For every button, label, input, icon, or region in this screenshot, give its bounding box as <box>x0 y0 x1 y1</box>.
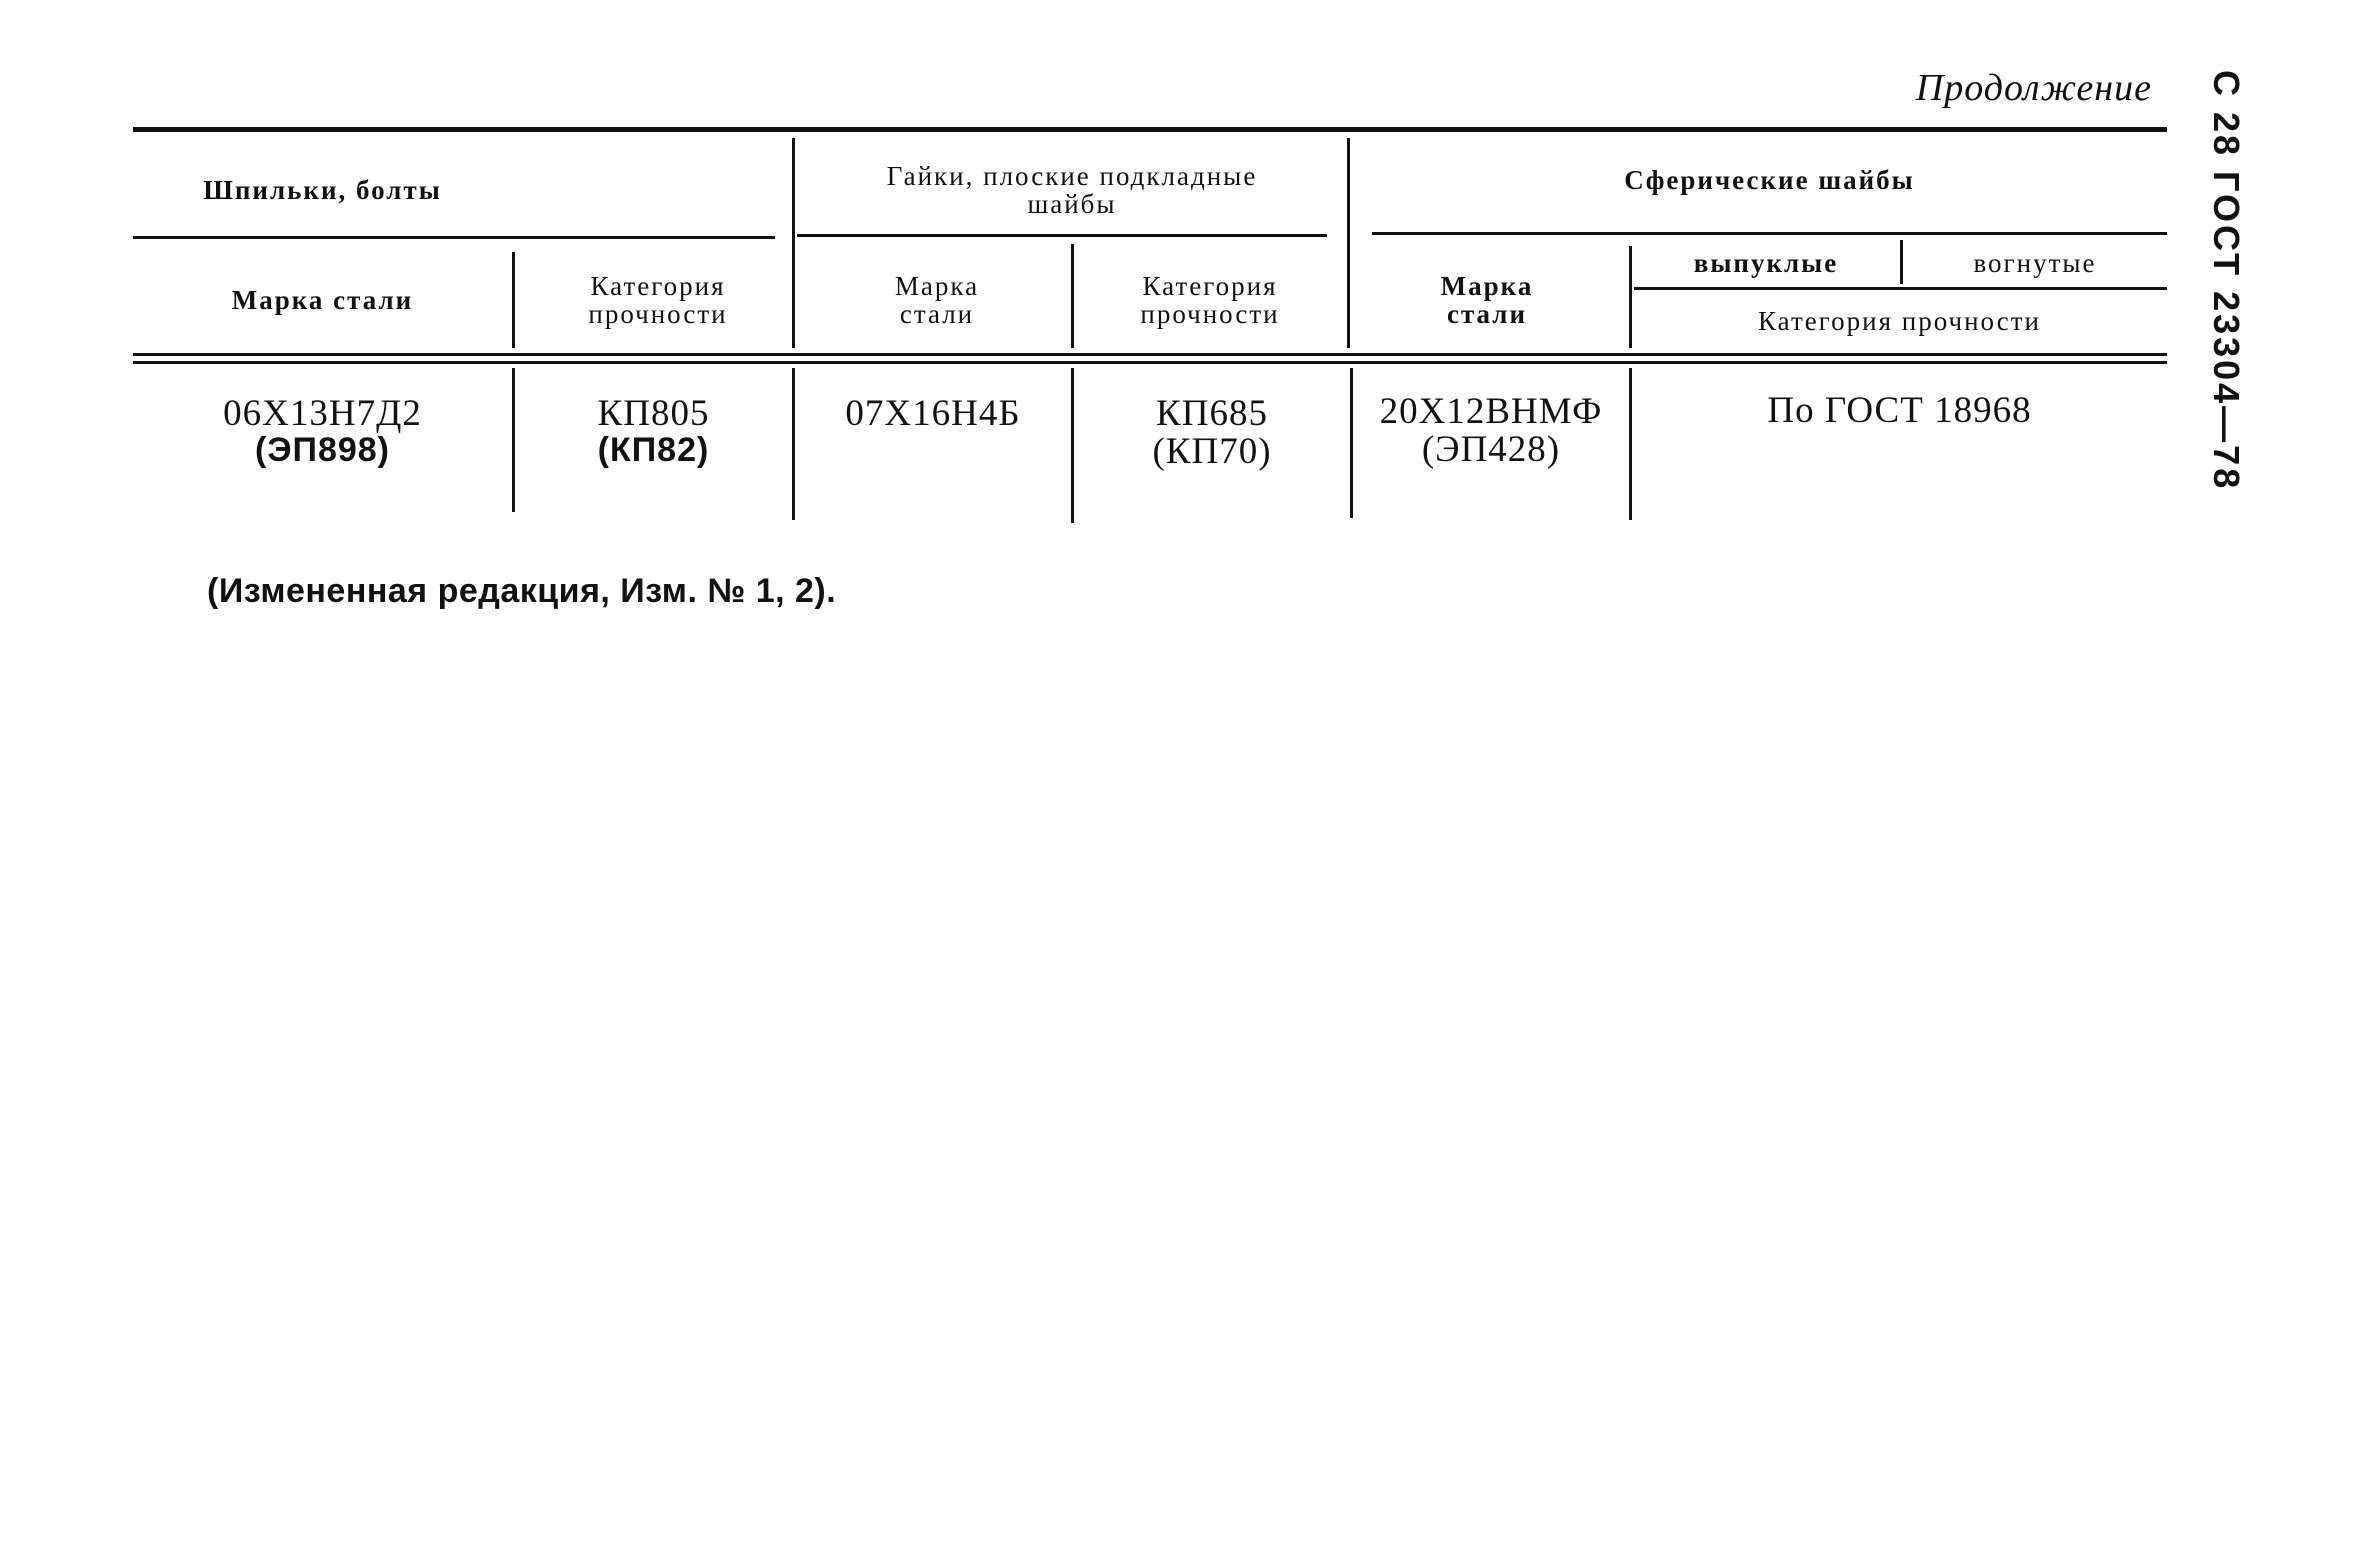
table-top-rule <box>133 127 2167 132</box>
header-spherical-grade: Марка стали <box>1440 270 1534 329</box>
bolts-category-value: КП805 <box>597 393 710 434</box>
header-spherical: Сферические шайбы <box>1624 164 1915 195</box>
header-concave: вогнутые <box>1973 247 2097 278</box>
bolts-category-alt-value: (КП82) <box>597 430 710 469</box>
cell-bolts-category <box>515 395 792 467</box>
column-divider-2 <box>792 138 795 348</box>
nuts-category-alt-value: (КП70) <box>1152 430 1272 472</box>
bolts-grade-value: 06Х13Н7Д2 <box>223 393 422 434</box>
header-nuts-grade: Марка стали <box>894 270 980 329</box>
header-bolts: Шпильки, болты <box>203 174 442 205</box>
group-header-rule-bolts <box>133 236 775 239</box>
header-nuts: Гайки, плоские подкладные шайбы <box>886 160 1258 219</box>
subgroup-rule-washers <box>1634 287 2167 290</box>
cell-nuts-grade <box>795 395 1071 433</box>
header-spherical-category: Категория прочности <box>1758 305 2041 336</box>
header-convex: выпуклые <box>1693 247 1839 278</box>
header-bottom-rule-1 <box>133 353 2167 356</box>
nuts-category-value: КП685 <box>1156 393 1268 434</box>
group-header-rule-nuts <box>797 234 1327 237</box>
header-bolts-category: Категория прочности <box>588 270 728 329</box>
spherical-grade-alt-value: (ЭП428) <box>1421 428 1561 470</box>
spherical-grade-value: 20Х12ВНМФ <box>1379 391 1603 432</box>
nuts-grade-value: 07Х16Н4Б <box>845 393 1021 434</box>
cell-spherical-category <box>1632 392 2167 430</box>
group-header-rule-spherical <box>1372 232 2167 235</box>
header-bottom-rule-2 <box>133 361 2167 364</box>
cell-bolts-grade <box>133 395 512 467</box>
column-divider-3 <box>1071 244 1074 348</box>
column-divider-1 <box>512 252 515 348</box>
header-nuts-category: Категория прочности <box>1140 270 1280 329</box>
header-bolts-grade: Марка стали <box>231 284 414 315</box>
revision-note: (Измененная редакция, Изм. № 1, 2). <box>207 572 837 610</box>
cell-spherical-grade <box>1353 393 1629 468</box>
cell-nuts-category <box>1074 395 1350 470</box>
row-divider-2 <box>792 368 795 520</box>
spherical-category-value: По ГОСТ 18968 <box>1767 390 2032 431</box>
continuation-label: Продолжение <box>1915 67 2152 109</box>
bolts-grade-alt-value: (ЭП898) <box>255 430 390 469</box>
column-divider-4 <box>1347 138 1350 348</box>
page-standard-label: С 28 ГОСТ 23304—78 <box>2206 70 2247 492</box>
row-divider-5 <box>1629 368 1632 520</box>
